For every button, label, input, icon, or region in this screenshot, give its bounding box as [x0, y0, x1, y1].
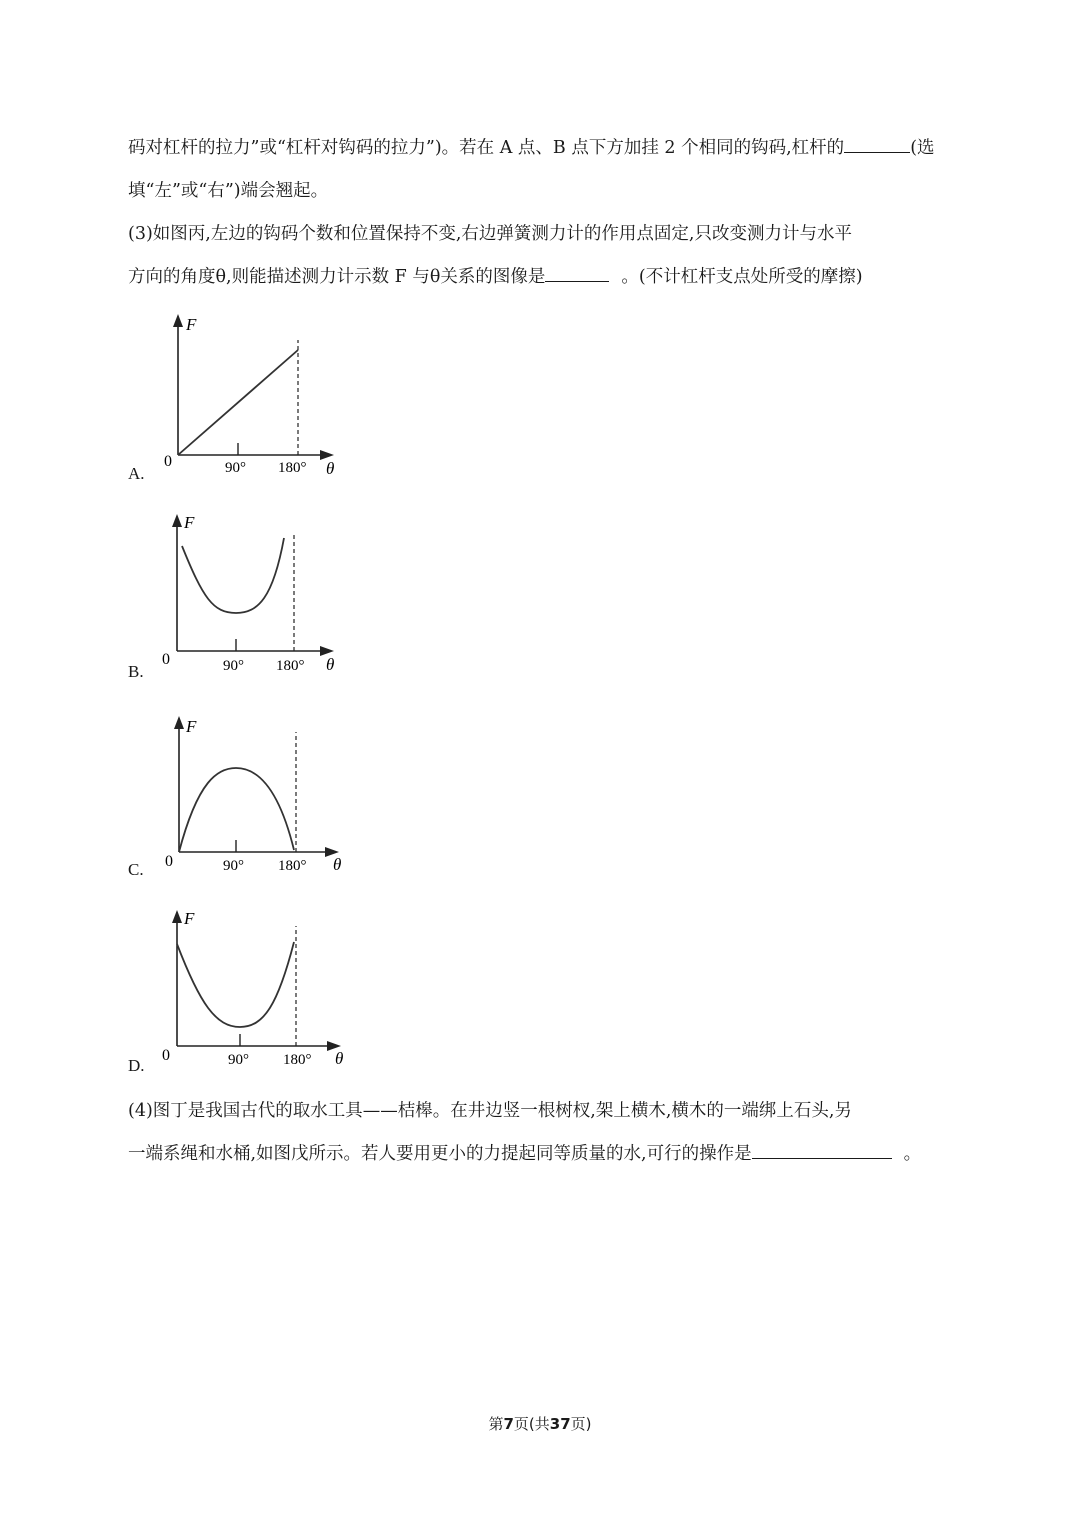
q4-line-1: (4)图丁是我国古代的取水工具——桔槔。在井边竖一根树杈,架上横木,横木的一端绑上石头,另 [128, 1101, 852, 1121]
option-c[interactable] [128, 710, 368, 890]
y-label: F [184, 513, 195, 532]
curve-c [179, 768, 294, 852]
y-label: F [186, 717, 197, 736]
origin-label: 0 [165, 853, 173, 870]
question-4 [128, 1090, 978, 1176]
y-label: F [184, 909, 195, 928]
x-label: θ [335, 1049, 344, 1068]
graph-d [128, 904, 368, 1084]
y-axis-arrow [174, 716, 184, 729]
y-axis-arrow [173, 314, 183, 327]
option-a-label: A. [128, 464, 145, 483]
option-c-label: C. [128, 860, 144, 879]
tick-180-label: 180° [276, 658, 305, 674]
total-pages: 37 [549, 1415, 571, 1433]
tick-180-label: 180° [278, 858, 307, 874]
x-label: θ [333, 855, 342, 874]
question-2-continuation [128, 127, 978, 213]
curve-b [182, 538, 284, 613]
graph-c [128, 710, 368, 890]
question-3 [128, 213, 978, 299]
x-label: θ [326, 655, 335, 674]
origin-label: 0 [164, 453, 172, 470]
q3-line-1: (3)如图丙,左边的钩码个数和位置保持不变,右边弹簧测力计的作用点固定,只改变测力计与水平 [128, 224, 852, 244]
q4-line-2: 一端系绳和水桶,如图戊所示。若人要用更小的力提起同等质量的水,可行的操作是 。 [128, 1133, 978, 1176]
page-footer: 第7页(共37页) [488, 1415, 592, 1433]
y-label: F [186, 315, 197, 334]
q3-line-2: 方向的角度θ,则能描述测力计示数 F 与θ关系的图像是 。(不计杠杆支点处所受的摩擦) [128, 256, 978, 299]
current-page: 7 [503, 1415, 514, 1433]
answer-blank-q3[interactable] [545, 263, 609, 282]
y-axis-arrow [172, 514, 182, 527]
graph-b [128, 508, 368, 688]
origin-label: 0 [162, 1047, 170, 1064]
tick-90-label: 90° [223, 658, 244, 674]
tick-180-label: 180° [278, 460, 307, 476]
curve-d [177, 942, 294, 1027]
origin-label: 0 [162, 651, 170, 668]
option-d-label: D. [128, 1056, 145, 1075]
y-axis-arrow [172, 910, 182, 923]
answer-blank-q4[interactable] [752, 1140, 892, 1159]
answer-blank-q2[interactable] [844, 134, 910, 153]
option-a[interactable] [128, 310, 368, 490]
option-b-label: B. [128, 662, 144, 681]
option-b[interactable] [128, 508, 368, 688]
tick-90-label: 90° [223, 858, 244, 874]
tick-90-label: 90° [228, 1052, 249, 1068]
x-label: θ [326, 459, 335, 478]
option-d[interactable] [128, 904, 368, 1084]
curve-a [178, 350, 298, 455]
q2-line-1: 码对杠杆的拉力”或“杠杆对钩码的拉力”)。若在 A 点、B 点下方加挂 2 个相同的钩码,杠杆的 (选 [128, 127, 978, 170]
tick-180-label: 180° [283, 1052, 312, 1068]
tick-90-label: 90° [225, 460, 246, 476]
q2-line-2: 填“左”或“右”)端会翘起。 [128, 181, 329, 201]
graph-a [128, 310, 368, 490]
